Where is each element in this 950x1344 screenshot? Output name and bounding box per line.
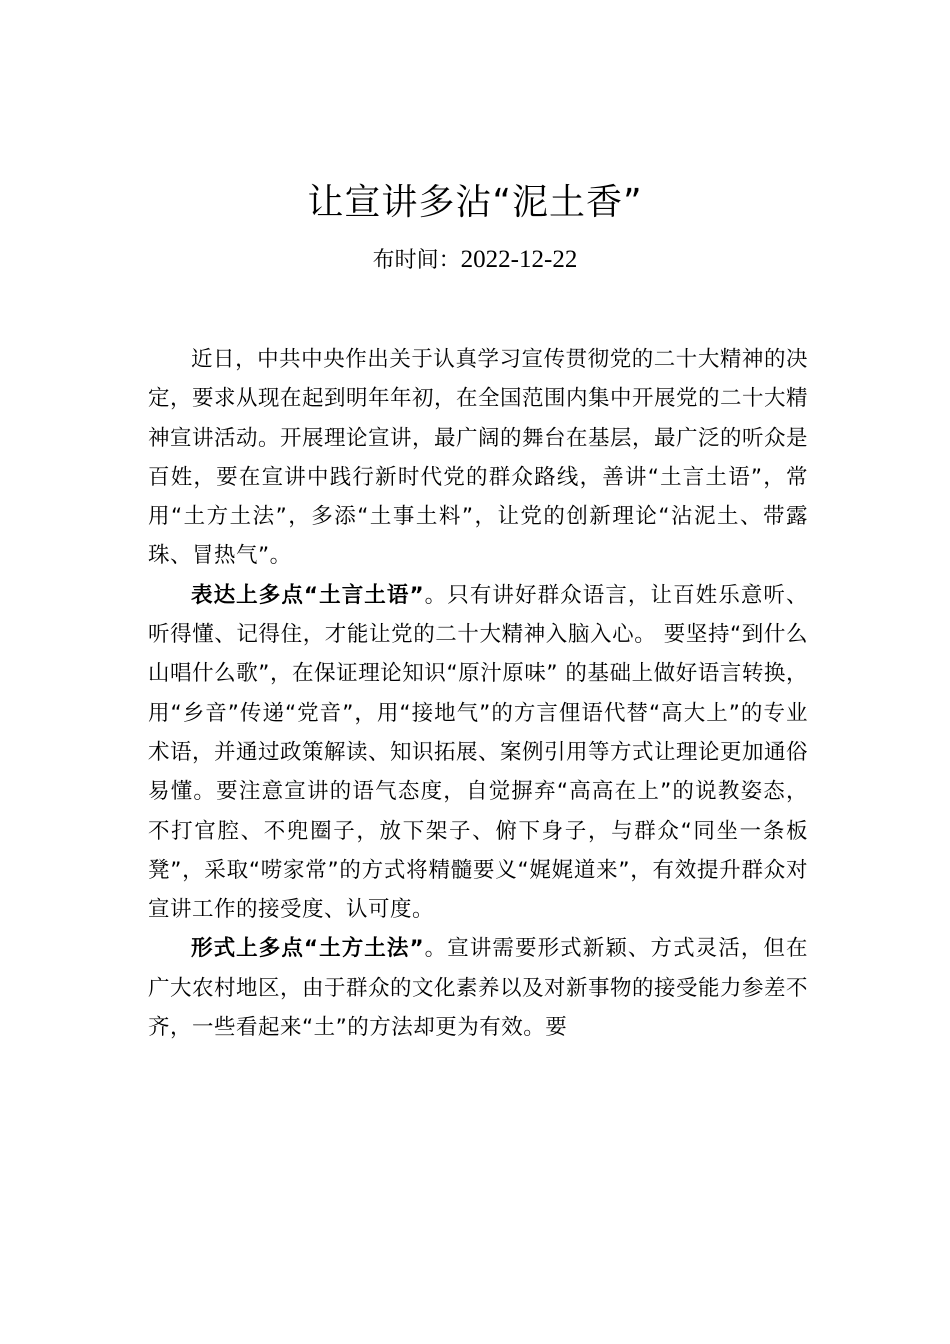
article-title: 让宣讲多沾“泥土香” bbox=[307, 182, 643, 223]
paragraph-text: 近日，中共中央作出关于认真学习宣传贯彻党的二十大精神的决定，要求从现在起到明年年初，在全国范围内集中开展党的二十大精神宣讲活动。开展理论宣讲，最广阔的舞台在基层，最广泛的听众是百姓，要在宣讲中践行新时代党的群众路线，善讲“土言土语”，常用“土方土法”，多添“土事土料”，让党的创新理论“沾泥土、带露珠、冒热气”。 bbox=[148, 347, 809, 569]
paragraph-lead: 表达上多点“土言土语” bbox=[191, 582, 425, 608]
article-body bbox=[148, 340, 808, 1047]
paragraph-text: 。宣讲需要形式新颖、方式灵活，但在广大农村地区，由于群众的文化素养以及对新事物的接受能力参差不齐，一些看起来“土”的方法却更为有效。要 bbox=[148, 936, 809, 1041]
paragraph-text: 。只有讲好群众语言，让百姓乐意听、听得懂、记得住，才能让党的二十大精神入脑入心。 要坚持“到什么山唱什么歌”，在保证理论知识“原汁原味” 的基础上做好语言转换，用“乡音”传递“党音”，用“接地气”的方言俚语代替“高大上”的专业术语，并通过政策解读、知识拓展、案例引用等方式让理论更加通俗易懂。要注意宣讲的语气态度，自觉摒弃“高高在上”的说教姿态，不打官腔、不兜圈子，放下架子、俯下身子，与群众“同坐一条板凳”，采取“唠家常”的方式将精髓要义“娓娓道来”，有效提升群众对宣讲工作的接受度、认可度。 bbox=[148, 582, 809, 923]
publish-date bbox=[0, 240, 950, 281]
paragraph-lead: 形式上多点“土方土法” bbox=[191, 936, 425, 962]
paragraph bbox=[148, 340, 808, 576]
paragraph bbox=[148, 929, 808, 1047]
publish-date-value: 2022-12-22 bbox=[460, 246, 578, 273]
paragraph bbox=[148, 576, 808, 930]
publish-date-label: 布时间： bbox=[372, 248, 461, 273]
